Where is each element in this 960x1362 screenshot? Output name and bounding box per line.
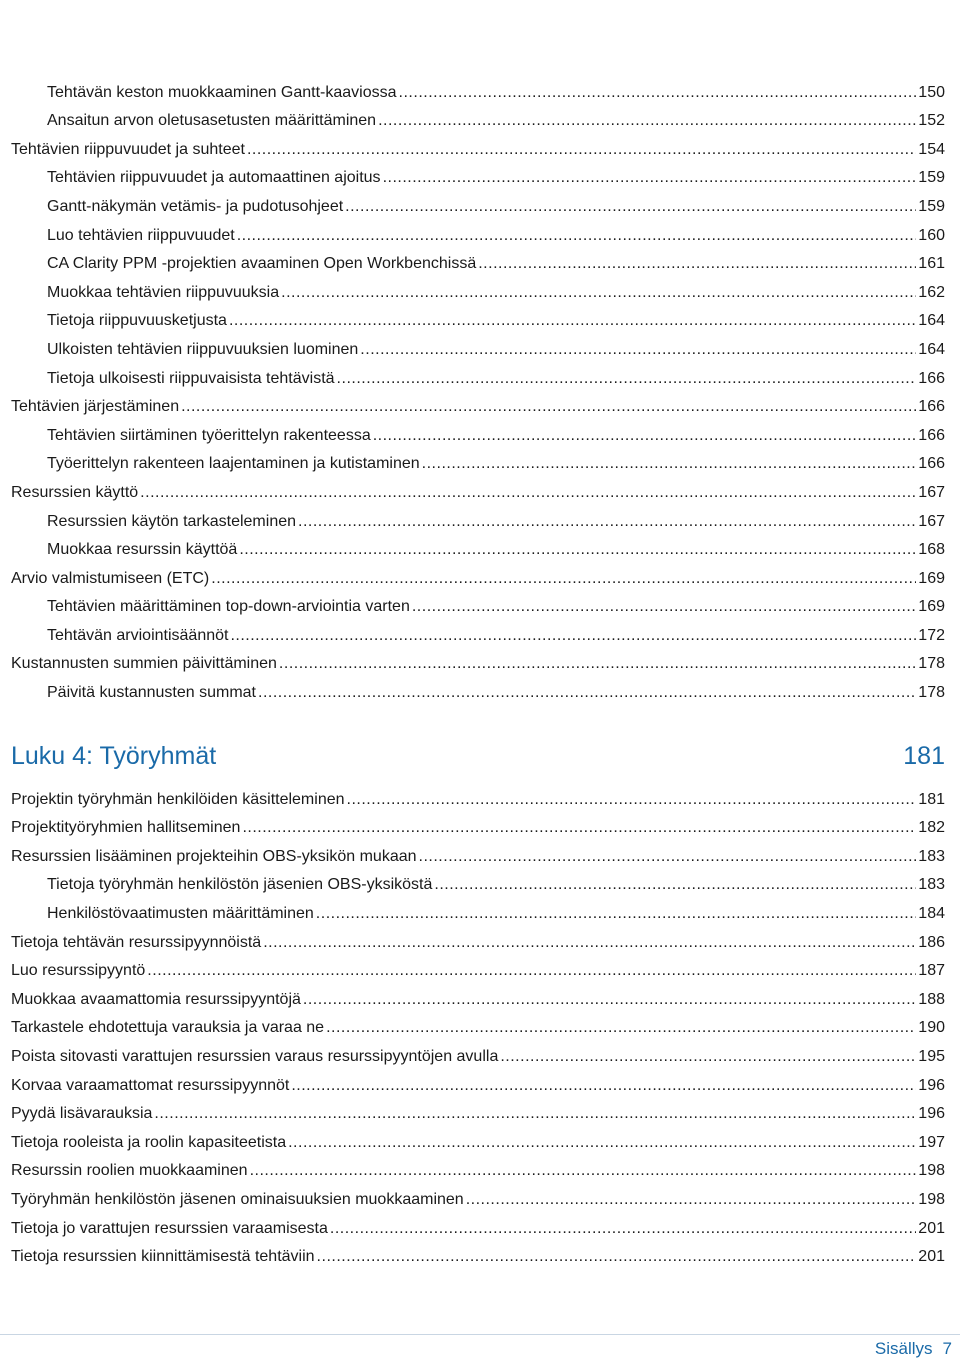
chapter-page-number: 181 [903,741,945,770]
toc-entry[interactable] [11,76,945,105]
toc-entry-page: 164 [918,340,945,358]
toc-entry[interactable] [11,476,945,505]
toc-dot-leader [500,1047,916,1067]
toc-entry[interactable] [11,648,945,677]
toc-entry-title: Työerittelyn rakenteen laajentaminen ja kutistaminen [47,455,420,473]
toc-entry-page: 201 [918,1248,945,1266]
footer-rule [0,1334,960,1335]
toc-entry[interactable] [11,248,945,277]
toc-entry[interactable] [11,276,945,305]
toc-dot-leader [316,904,917,924]
toc-entry-title: Ansaitun arvon oletusasetusten määrittäminen [47,112,377,130]
toc-entry[interactable] [11,869,945,898]
toc-entry[interactable] [11,391,945,420]
toc-dot-leader [412,597,916,617]
toc-entry-title: Tietoja ulkoisesti riippuvaisista tehtävistä [47,369,335,387]
toc-entry[interactable] [11,783,945,812]
toc-list-lower [11,783,945,1269]
toc-entry[interactable] [11,812,945,841]
toc-entry-title: Korvaa varaamattomat resurssipyynnöt [11,1076,290,1094]
toc-entry-page: 169 [918,569,945,587]
toc-entry-page: 196 [918,1076,945,1094]
toc-entry-title: Tietoja riippuvuusketjusta [47,312,227,330]
toc-entry[interactable] [11,1098,945,1127]
toc-dot-leader [147,961,916,981]
chapter-title: Luku 4: Työryhmät [11,741,217,770]
toc-entry-page: 159 [918,197,945,215]
toc-entry-page: 187 [918,962,945,980]
toc-entry-title: Resurssien käyttö [11,483,139,501]
footer-section-label: Sisällys [874,1339,933,1358]
toc-entry-title: Tietoja jo varattujen resurssien varaamisesta [11,1219,328,1237]
toc-entry[interactable] [11,591,945,620]
toc-dot-leader [211,569,916,589]
toc-entry-title: Henkilöstövaatimusten määrittäminen [47,904,314,922]
toc-entry[interactable] [11,676,945,705]
toc-entry-title: Muokkaa tehtävien riippuvuuksia [47,283,280,301]
toc-entry-page: 166 [918,369,945,387]
toc-entry-page: 197 [918,1133,945,1151]
toc-entry-page: 150 [918,83,945,101]
toc-entry-title: Tehtävien riippuvuudet ja suhteet [11,140,245,158]
toc-entry[interactable] [11,1155,945,1184]
toc-entry-page: 190 [918,1019,945,1037]
chapter-heading[interactable] [11,738,945,774]
toc-entry-title: Resurssin roolien muokkaaminen [11,1162,248,1180]
toc-dot-leader [263,933,916,953]
toc-entry-page: 160 [918,226,945,244]
toc-entry[interactable] [11,190,945,219]
toc-entry[interactable] [11,897,945,926]
toc-entry-page: 162 [918,283,945,301]
toc-entry-page: 167 [918,483,945,501]
toc-entry-page: 196 [918,1105,945,1123]
toc-entry[interactable] [11,983,945,1012]
toc-entry-page: 166 [918,426,945,444]
toc-dot-leader [237,226,917,246]
toc-entry[interactable] [11,333,945,362]
toc-dot-leader [373,426,917,446]
toc-entry-page: 161 [918,255,945,273]
toc-entry-page: 183 [918,847,945,865]
toc-entry-page: 198 [918,1190,945,1208]
toc-entry-title: Tehtävien riippuvuudet ja automaattinen ajoitus [47,169,381,187]
toc-entry-title: Päivitä kustannusten summat [47,684,256,702]
toc-dot-leader [258,683,916,703]
toc-entry-title: Kustannusten summien päivittäminen [11,655,277,673]
toc-entry-title: Projektin työryhmän henkilöiden käsitteleminen [11,790,345,808]
toc-dot-leader [229,311,916,331]
toc-entry[interactable] [11,448,945,477]
toc-entry[interactable] [11,955,945,984]
page-footer [865,1339,952,1359]
toc-entry[interactable] [11,534,945,563]
toc-entry-title: Resurssien lisääminen projekteihin OBS-yksikön mukaan [11,847,417,865]
toc-entry-page: 169 [918,598,945,616]
toc-entry[interactable] [11,562,945,591]
toc-dot-leader [279,654,916,674]
toc-entry-page: 164 [918,312,945,330]
toc-dot-leader [478,254,916,274]
toc-entry-page: 195 [918,1047,945,1065]
toc-entry[interactable] [11,105,945,134]
toc-dot-leader [360,340,916,360]
toc-entry-title: Luo resurssipyyntö [11,962,146,980]
toc-list-upper [11,76,945,705]
toc-entry-title: Tehtävien järjestäminen [11,398,180,416]
toc-entry-title: CA Clarity PPM -projektien avaaminen Open Workbenchissä [47,255,477,273]
toc-entry-page: 198 [918,1162,945,1180]
toc-entry[interactable] [11,305,945,334]
toc-entry-page: 183 [918,876,945,894]
toc-dot-leader [288,1133,916,1153]
toc-dot-leader [434,875,916,895]
toc-entry[interactable] [11,162,945,191]
toc-entry[interactable] [11,219,945,248]
toc-dot-leader [247,140,916,160]
toc-dot-leader [281,283,916,303]
toc-entry-page: 184 [918,904,945,922]
toc-entry-page: 201 [918,1219,945,1237]
toc-entry-page: 178 [918,655,945,673]
toc-dot-leader [466,1190,917,1210]
toc-entry-title: Arvio valmistumiseen (ETC) [11,569,210,587]
toc-dot-leader [378,111,916,131]
toc-entry[interactable] [11,1183,945,1212]
toc-entry[interactable] [11,133,945,162]
toc-entry[interactable] [11,1012,945,1041]
toc-entry-page: 168 [918,541,945,559]
toc-entry-title: Poista sitovasti varattujen resurssien varaus resurssipyyntöjen avulla [11,1047,499,1065]
toc-entry-page: 159 [918,169,945,187]
toc-dot-leader [337,369,917,389]
toc-entry-title: Tarkastele ehdotettuja varauksia ja varaa ne [11,1019,325,1037]
toc-dot-leader [317,1247,917,1267]
toc-entry[interactable] [11,1241,945,1270]
toc-entry[interactable] [11,1040,945,1069]
toc-entry-title: Työryhmän henkilöstön jäsenen ominaisuuksien muokkaaminen [11,1190,464,1208]
toc-entry[interactable] [11,1069,945,1098]
toc-entry[interactable] [11,362,945,391]
toc-entry[interactable] [11,840,945,869]
toc-dot-leader [419,847,917,867]
toc-entry-page: 188 [918,990,945,1008]
toc-entry-title: Luo tehtävien riippuvuudet [47,226,235,244]
toc-dot-leader [326,1018,916,1038]
toc-dot-leader [303,990,916,1010]
toc-entry[interactable] [11,926,945,955]
toc-dot-leader [383,168,917,188]
toc-entry-title: Projektityöryhmien hallitseminen [11,819,241,837]
toc-entry-title: Muokkaa avaamattomia resurssipyyntöjä [11,990,301,1008]
toc-dot-leader [399,83,917,103]
toc-entry[interactable] [11,619,945,648]
toc-entry-title: Tehtävien siirtäminen työerittelyn rakenteessa [47,426,371,444]
toc-entry-title: Resurssien käytön tarkasteleminen [47,512,297,530]
footer-page-number: 7 [942,1339,952,1358]
toc-entry[interactable] [11,505,945,534]
toc-entry-page: 178 [918,684,945,702]
toc-dot-leader [345,197,916,217]
toc-entry-page: 154 [918,140,945,158]
toc-entry-title: Pyydä lisävarauksia [11,1105,153,1123]
toc-entry-title: Muokkaa resurssin käyttöä [47,541,238,559]
toc-entry-title: Tietoja työryhmän henkilöstön jäsenien OBS-yksiköstä [47,876,433,894]
toc-entry-title: Tietoja tehtävän resurssipyynnöistä [11,933,262,951]
toc-entry[interactable] [11,1212,945,1241]
toc-dot-leader [154,1104,916,1124]
toc-dot-leader [291,1076,916,1096]
toc-entry-page: 182 [918,819,945,837]
toc-entry-page: 167 [918,512,945,530]
toc-dot-leader [242,818,916,838]
toc-entry-title: Tehtävän keston muokkaaminen Gantt-kaaviossa [47,83,397,101]
toc-dot-leader [181,397,916,417]
toc-entry-title: Tietoja resurssien kiinnittämisestä tehtäviin [11,1248,315,1266]
toc-entry-title: Ulkoisten tehtävien riippuvuuksien luominen [47,340,359,358]
toc-dot-leader [250,1161,917,1181]
toc-entry-title: Tehtävän arviointisäännöt [47,626,229,644]
toc-dot-leader [330,1219,916,1239]
toc-entry-page: 152 [918,112,945,130]
toc-entry-page: 166 [918,398,945,416]
toc-entry-title: Gantt-näkymän vetämis- ja pudotusohjeet [47,197,344,215]
toc-dot-leader [140,483,916,503]
toc-dot-leader [422,454,917,474]
toc-entry-page: 181 [918,790,945,808]
toc-entry-page: 186 [918,933,945,951]
toc-entry-title: Tietoja rooleista ja roolin kapasiteetista [11,1133,287,1151]
toc-entry-title: Tehtävien määrittäminen top-down-arviointia varten [47,598,410,616]
toc-entry-page: 172 [918,626,945,644]
toc-entry[interactable] [11,419,945,448]
toc-dot-leader [347,790,917,810]
toc-entry[interactable] [11,1126,945,1155]
toc-dot-leader [239,540,916,560]
toc-dot-leader [298,512,916,532]
toc-entry-page: 166 [918,455,945,473]
toc-dot-leader [230,626,916,646]
